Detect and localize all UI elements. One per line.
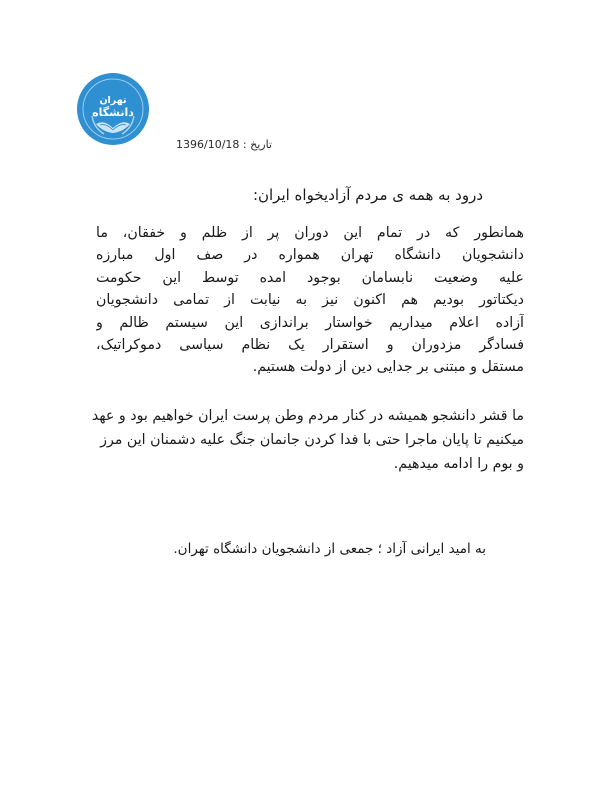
paragraph-line: همانطور که در تمام این دوران پر از ظلم و خفقان، ما [96,225,524,241]
paragraph-line: دانشجویان دانشگاه تهران همواره در صف اول مبارزه [96,247,524,264]
letter-greeting: درود به همه ی مردم آزادیخواه ایران: [252,186,483,204]
paragraph-line: ما قشر دانشجو همیشه در کنار مردم وطن پرست ایران خواهیم بود و عهد [91,408,524,424]
paragraph-line: فسادگر مزدوران و استقرار یک نظام سیاسی دموکراتیک، [96,336,524,353]
paragraph-line: آزاده اعلام میداریم خواستار براندازی این سیستم ظالم و [96,314,524,331]
date-label: تاریخ : [242,138,272,151]
logo-seal-icon [76,72,150,146]
paragraph-line: و بوم را ادامه میدهیم. [393,456,524,472]
paragraph-line: دیکتاتور بودیم هم اکنون نیز به نیابت از تمامی دانشجویان [96,292,524,309]
letter-paragraph-2 [91,404,524,476]
university-of-tehran-logo [76,72,150,146]
paragraph-line: مستقل و مبتنی بر جدایی دین از دولت هستیم. [252,359,524,376]
paragraph-line: علیه وضعیت نابسامان بوجود امده توسط این حکومت [96,269,524,286]
paragraph-line: میکنیم تا پایان ماجرا حتی با فدا کردن جانمان جنگ علیه دشمنان این مرز [100,432,524,448]
letter-paragraph-1 [96,222,524,379]
letter-date [176,138,272,151]
logo-text-line1: تهران [99,95,127,106]
letter-signature: به امید ایرانی آزاد ؛ جمعی از دانشجویان دانشگاه تهران. [173,541,486,557]
date-value: 1396/10/18 [176,138,240,151]
logo-text-line2: دانشگاه [92,106,134,119]
